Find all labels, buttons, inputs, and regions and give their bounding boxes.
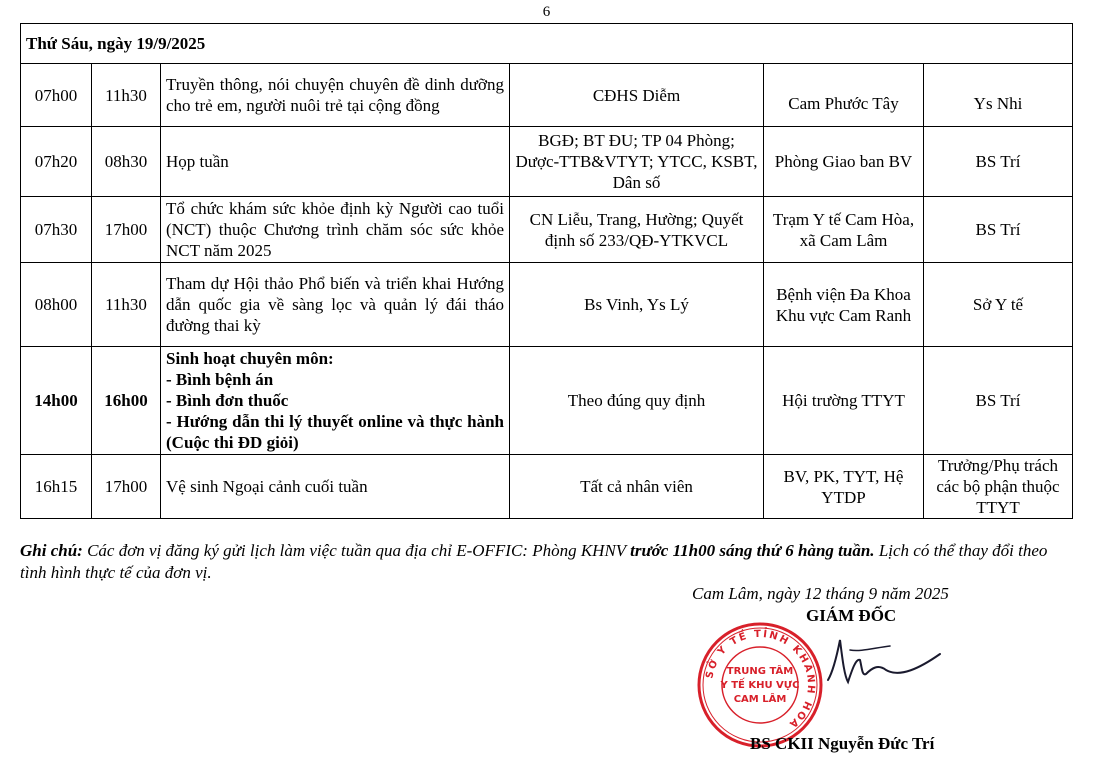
participants: BGĐ; BT ĐU; TP 04 Phòng; Dược-TTB&VTYT; YTCC, KSBT, Dân số [510, 127, 764, 197]
participants: CĐHS Diễm [510, 64, 764, 127]
start-time: 07h20 [21, 127, 92, 197]
svg-text:SỞ Y TẾ TỈNH KHÁNH HÒA: SỞ Y TẾ TỈNH KHÁNH HÒA [704, 628, 817, 731]
activity-content: Tổ chức khám sức khỏe định kỳ Người cao tuổi (NCT) thuộc Chương trình chăm sóc sức khỏe NCT năm 2025 [161, 197, 510, 263]
table-row [21, 347, 1073, 455]
responsible: Sở Y tế [924, 263, 1073, 347]
svg-text:CAM LÂM: CAM LÂM [733, 694, 787, 705]
location: BV, PK, TYT, Hệ YTDP [764, 455, 924, 519]
content-line: Sinh hoạt chuyên môn: [166, 349, 334, 368]
day-header: Thứ Sáu, ngày 19/9/2025 [21, 24, 1073, 64]
location: Bệnh viện Đa Khoa Khu vực Cam Ranh [764, 263, 924, 347]
table-row [21, 263, 1073, 347]
end-time: 16h00 [92, 347, 161, 455]
note [20, 540, 1075, 584]
page-number: 6 [542, 4, 551, 20]
participants: Tất cả nhân viên [510, 455, 764, 519]
signature-place-date: Cam Lâm, ngày 12 tháng 9 năm 2025 [692, 584, 949, 603]
content-line: - Bình đơn thuốc [166, 391, 289, 410]
schedule-table [20, 23, 1073, 519]
svg-text:TRUNG TÂM: TRUNG TÂM [726, 666, 794, 677]
location: Cam Phước Tây [764, 64, 924, 127]
responsible: Trưởng/Phụ trách các bộ phận thuộc TTYT [924, 455, 1073, 519]
day-header-row [21, 24, 1073, 64]
location: Hội trường TTYT [764, 347, 924, 455]
end-time: 11h30 [92, 263, 161, 347]
handwritten-signature-icon [820, 630, 950, 700]
svg-text:Y TẾ KHU VỰC: Y TẾ KHU VỰC [720, 680, 800, 691]
table-row [21, 197, 1073, 263]
table-row [21, 127, 1073, 197]
end-time: 17h00 [92, 455, 161, 519]
start-time: 07h00 [21, 64, 92, 127]
note-label: Ghi chú: [20, 541, 83, 560]
start-time: 14h00 [21, 347, 92, 455]
activity-content: Họp tuần [161, 127, 510, 197]
participants: Theo đúng quy định [510, 347, 764, 455]
start-time: 08h00 [21, 263, 92, 347]
signature-title: GIÁM ĐỐC [806, 606, 897, 625]
end-time: 08h30 [92, 127, 161, 197]
start-time: 07h30 [21, 197, 92, 263]
participants: CN Liễu, Trang, Hường; Quyết định số 233/QĐ-YTKVCL [510, 197, 764, 263]
responsible: BS Trí [924, 127, 1073, 197]
participants: Bs Vinh, Ys Lý [510, 263, 764, 347]
official-stamp-icon [695, 620, 825, 750]
start-time: 16h15 [21, 455, 92, 519]
note-text-after: Lịch có thể thay đổi theo tình hình thực tế của đơn vị. [20, 541, 1048, 582]
content-line: - Hướng dẫn thi lý thuyết online và thực hành (Cuộc thi ĐD giỏi) [166, 412, 504, 452]
responsible: BS Trí [924, 197, 1073, 263]
table-row [21, 455, 1073, 519]
activity-content: Tham dự Hội thảo Phổ biến và triển khai Hướng dẫn quốc gia về sàng lọc và quản lý đái tháo đường thai kỳ [161, 263, 510, 347]
end-time: 11h30 [92, 64, 161, 127]
activity-content [161, 347, 510, 455]
note-text: Các đơn vị đăng ký gửi lịch làm việc tuần qua địa chỉ E-OFFIC: Phòng KHNV [82, 541, 631, 560]
note-emphasis: trước 11h00 sáng thứ 6 hàng tuần. [630, 541, 875, 560]
location: Trạm Y tế Cam Hòa, xã Cam Lâm [764, 197, 924, 263]
activity-content: Vệ sinh Ngoại cảnh cuối tuần [161, 455, 510, 519]
end-time: 17h00 [92, 197, 161, 263]
responsible: Ys Nhi [924, 64, 1073, 127]
activity-content: Truyền thông, nói chuyện chuyên đề dinh dưỡng cho trẻ em, người nuôi trẻ tại cộng đồng [161, 64, 510, 127]
table-row [21, 64, 1073, 127]
signer-name: BS CKII Nguyễn Đức Trí [750, 734, 935, 753]
content-line: - Bình bệnh án [166, 370, 274, 389]
responsible: BS Trí [924, 347, 1073, 455]
location: Phòng Giao ban BV [764, 127, 924, 197]
